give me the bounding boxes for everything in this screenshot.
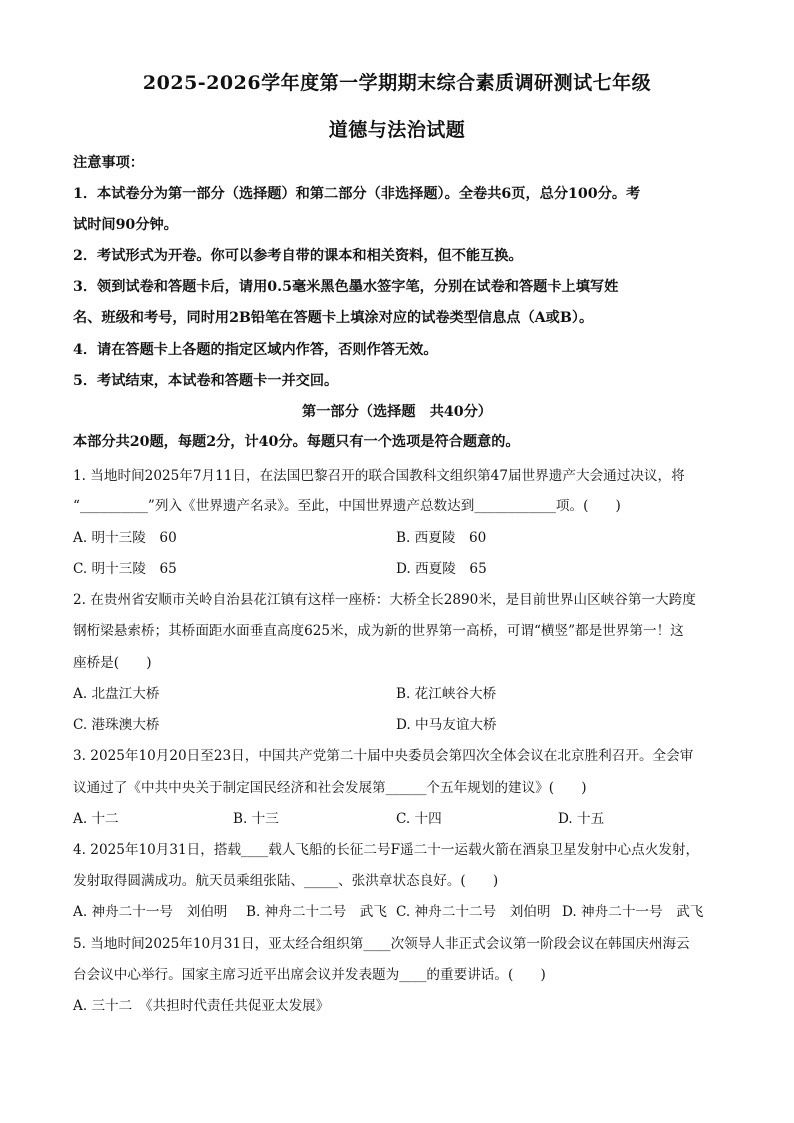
question-2-option-a: A. 北盘江大桥	[73, 686, 160, 702]
notice-line: 2．考试形式为开卷。你可以参考自带的课本和相关资料，但不能互换。	[73, 248, 523, 264]
part1-intro: 本部分共20题，每题2分，计40分。每题只有一个选项是符合题意的。	[73, 434, 520, 450]
question-4-option-a: A. 神舟二十一号 刘伯明	[73, 904, 228, 920]
notice-line: 5．考试结束，本试卷和答题卡一并交回。	[73, 373, 339, 389]
question-3-option-a: A. 十二	[73, 811, 119, 827]
question-2-option-b: B. 花江峡谷大桥	[396, 686, 497, 702]
question-4-text: 发射取得圆满成功。航天员乘组张陆、_____、张洪章状态良好。( )	[73, 873, 499, 889]
question-1-option-d: D. 西夏陵 65	[396, 561, 487, 577]
question-3-text: 3. 2025年10月20日至23日，中国共产党第二十届中央委员会第四次全体会议在北京胜利召开。全会审	[73, 748, 694, 764]
question-2-option-d: D. 中马友谊大桥	[396, 717, 497, 733]
question-5-text: 台会议中心举行。国家主席习近平出席会议并发表题为____的重要讲话。( )	[73, 967, 546, 983]
question-4-option-d: D. 神舟二十一号 武飞	[562, 904, 704, 920]
question-4-option-c: C. 神舟二十二号 刘伯明	[396, 904, 551, 920]
question-2-text: 钢桁梁悬索桥；其桥面距水面垂直高度625米，成为新的世界第一高桥，可谓“横竖”都是世界第一！这	[73, 623, 684, 639]
question-5-option-a: A. 三十二 《共担时代责任共促亚太发展》	[73, 998, 330, 1014]
question-1-option-a: A. 明十三陵 60	[73, 530, 177, 546]
notice-line: 名、班级和考号，同时用2B铅笔在答题卡上填涂对应的试卷类型信息点（A或B）。	[73, 310, 594, 326]
part1-heading: 第一部分（选择题 共40分）	[302, 404, 492, 420]
page-title: 2025-2026学年度第一学期期末综合素质调研测试七年级	[142, 72, 652, 94]
question-4-text: 4. 2025年10月31日，搭载____载人飞船的长征二号F遥二十一运载火箭在酒泉卫星发射中心点火发射，	[73, 842, 700, 858]
notice-line: 1．本试卷分为第一部分（选择题）和第二部分（非选择题）。全卷共6页，总分100分。考	[73, 186, 641, 202]
page-subtitle: 道德与法治试题	[328, 119, 466, 141]
question-3-text: 议通过了《中共中央关于制定国民经济和社会发展第______个五年规划的建议》( )	[73, 780, 587, 796]
notice-line: 3．领到试卷和答题卡后，请用0.5毫米黑色墨水签字笔，分别在试卷和答题卡上填写姓	[73, 279, 619, 295]
question-1-text: 1. 当地时间2025年7月11日，在法国巴黎召开的联合国教科文组织第47届世界遗产大会通过决议，将	[73, 468, 685, 484]
question-4-option-b: B. 神舟二十二号 武飞	[246, 904, 387, 920]
question-1-text: “__________”列入《世界遗产名录》。至此，中国世界遗产总数达到____________项。( )	[73, 498, 621, 514]
question-3-option-c: C. 十四	[396, 811, 442, 827]
question-2-text: 座桥是( )	[73, 655, 152, 671]
notice-line: 试时间90分钟。	[73, 217, 178, 233]
question-2-option-c: C. 港珠澳大桥	[73, 717, 160, 733]
notice-heading: 注意事项：	[73, 155, 144, 171]
notice-line: 4．请在答题卡上各题的指定区域内作答，否则作答无效。	[73, 342, 438, 358]
question-3-option-d: D. 十五	[558, 811, 605, 827]
question-2-text: 2. 在贵州省安顺市关岭自治县花江镇有这样一座桥：大桥全长2890米，是目前世界山区峡谷第一大跨度	[73, 592, 696, 608]
question-5-text: 5. 当地时间2025年10月31日，亚太经合组织第____次领导人非正式会议第一阶段会议在韩国庆州海云	[73, 936, 690, 952]
question-1-option-b: B. 西夏陵 60	[396, 530, 487, 546]
question-1-option-c: C. 明十三陵 65	[73, 561, 177, 577]
question-3-option-b: B. 十三	[233, 811, 279, 827]
